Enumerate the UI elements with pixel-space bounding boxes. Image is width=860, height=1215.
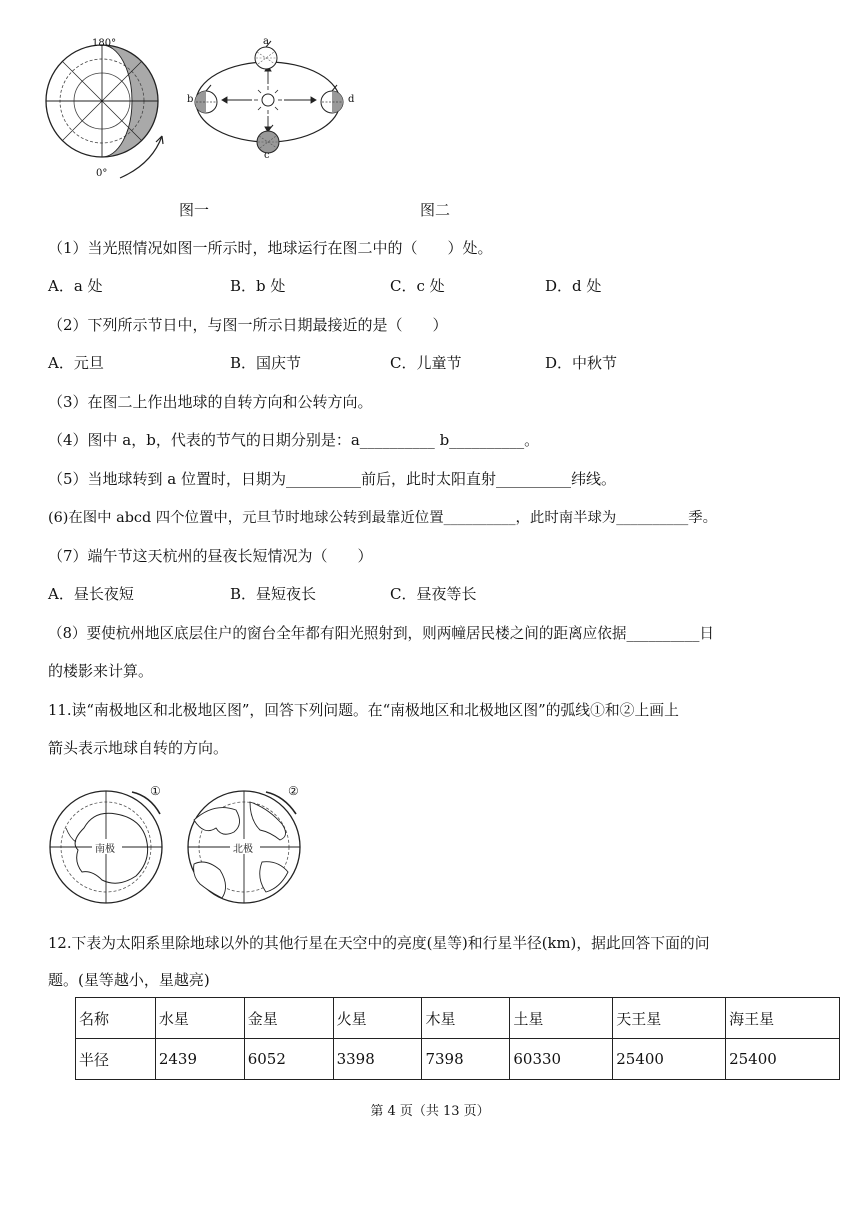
q10-4: （4）图中 a，b，代表的节气的日期分别是：a__________ b__________。 — [48, 431, 540, 449]
table-cell: 海王星 — [726, 998, 840, 1039]
q10-7-option-a: A．昼长夜短 — [48, 585, 134, 603]
figure-2-caption: 图二 — [420, 201, 451, 219]
q10-1-option-c: C．c 处 — [390, 277, 445, 295]
q10-2-option-b: B．国庆节 — [230, 354, 302, 372]
figure-2-label-c: c — [264, 150, 270, 161]
q10-1-option-b: B．b 处 — [230, 277, 286, 295]
table-cell: 6052 — [244, 1039, 333, 1080]
table-cell: 火星 — [333, 998, 422, 1039]
table-cell: 3398 — [333, 1039, 422, 1080]
page-footer: 第 4 页（共 13 页） — [370, 1104, 490, 1119]
q10-1-option-a: A．a 处 — [48, 277, 103, 295]
table-cell: 金星 — [244, 998, 333, 1039]
q10-7-option-b: B．昼短夜长 — [230, 585, 317, 603]
figure-3-south-pole-label: 南极 — [95, 844, 115, 855]
table-cell: 7398 — [422, 1039, 510, 1080]
q10-7: （7）端午节这天杭州的昼夜长短情况为（ ） — [48, 547, 373, 565]
table-cell: 25400 — [726, 1039, 840, 1080]
table-cell: 土星 — [510, 998, 613, 1039]
table-header-row — [76, 998, 840, 1039]
figure-1-label-180: 180° — [92, 38, 117, 49]
q11-line2: 箭头表示地球自转的方向。 — [48, 739, 229, 757]
q10-8-line1: （8）要使杭州地区底层住户的窗台全年都有阳光照射到，则两幢居民楼之间的距离应依据__________日 — [48, 625, 715, 642]
q10-2-option-a: A．元旦 — [48, 354, 104, 372]
q10-7-option-c: C．昼夜等长 — [390, 585, 477, 603]
q10-1-option-d: D．d 处 — [545, 277, 602, 295]
table-row — [76, 1039, 840, 1080]
q10-5: （5）当地球转到 a 位置时，日期为__________前后，此时太阳直射__________纬线。 — [48, 470, 617, 488]
q12-line1: 12.下表为太阳系里除地球以外的其他行星在天空中的亮度(星等)和行星半径(km)，据此回答下面的问 — [48, 935, 710, 952]
table-cell: 2439 — [155, 1039, 244, 1080]
figure-3-north-pole-label: 北极 — [233, 844, 253, 855]
table-cell: 木星 — [422, 998, 510, 1039]
figure-2-label-d: d — [348, 94, 355, 105]
q10-2-option-c: C．儿童节 — [390, 354, 462, 372]
q10-1: （1）当光照情况如图一所示时，地球运行在图二中的（ ）处。 — [48, 239, 493, 257]
q10-2: （2）下列所示节日中，与图一所示日期最接近的是（ ） — [48, 316, 448, 334]
table-cell: 名称 — [76, 998, 156, 1039]
table-cell: 25400 — [613, 1039, 726, 1080]
q10-3: （3）在图二上作出地球的自转方向和公转方向。 — [48, 393, 373, 411]
q10-6: (6)在图中 abcd 四个位置中，元旦节时地球公转到最靠近位置__________，此时南半球为__________季。 — [48, 510, 718, 526]
figure-1-caption: 图一 — [179, 201, 210, 219]
figure-3-polar-maps — [44, 780, 314, 910]
table-cell: 水星 — [155, 998, 244, 1039]
figure-1-illumination-diagram — [40, 36, 170, 186]
q12-line2: 题。(星等越小，星越亮) — [48, 971, 210, 989]
figure-3-mark-2: ② — [288, 784, 299, 798]
q11-line1: 11.读“南极地区和北极地区图”，回答下列问题。在“南极地区和北极地区图”的弧线①和②上画上 — [48, 702, 679, 719]
figure-2-label-a: a — [263, 36, 269, 47]
figure-2-orbit-diagram — [182, 38, 362, 168]
q10-2-option-d: D．中秋节 — [545, 354, 618, 372]
figure-3-mark-1: ① — [150, 784, 161, 798]
figure-1-label-0: 0° — [96, 168, 108, 179]
table-cell: 天王星 — [613, 998, 726, 1039]
planet-table — [75, 997, 840, 1080]
q10-8-line2: 的楼影来计算。 — [48, 662, 154, 680]
figure-2-label-b: b — [187, 94, 194, 105]
table-cell: 半径 — [76, 1039, 156, 1080]
table-cell: 60330 — [510, 1039, 613, 1080]
